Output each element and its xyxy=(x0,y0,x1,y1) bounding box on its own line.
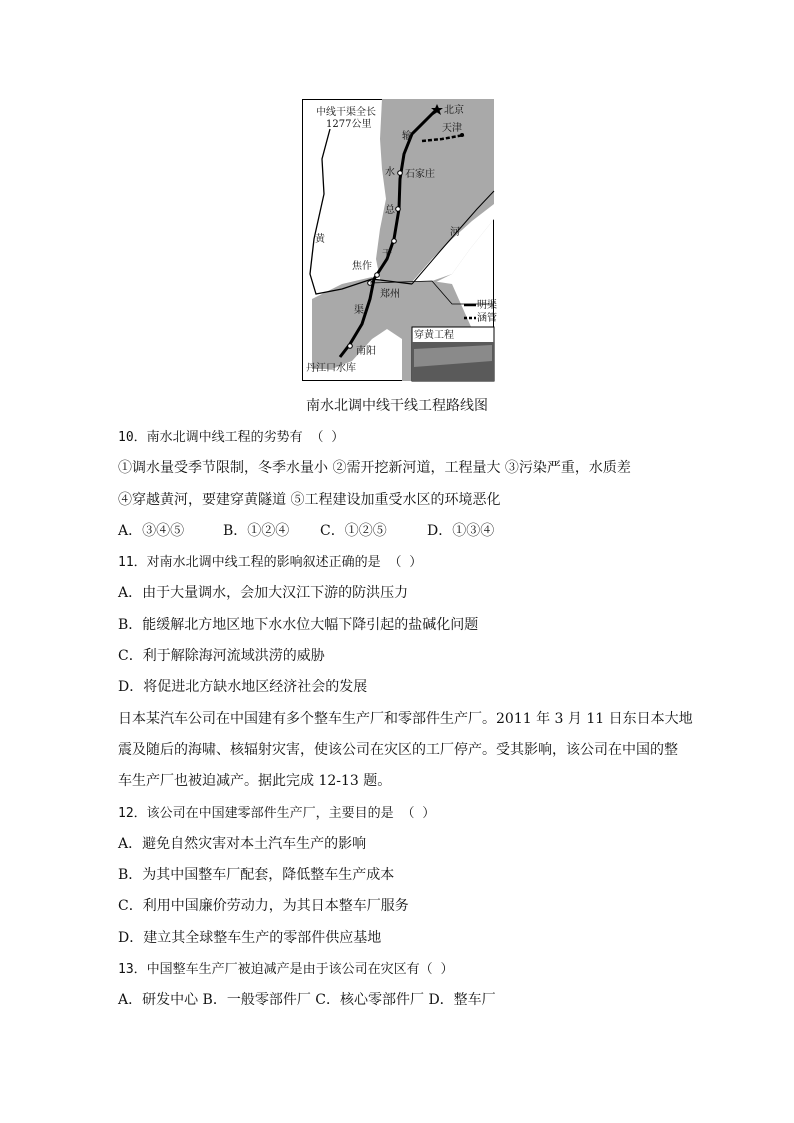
option-a[interactable]: A．由于大量调水，会加大汉江下游的防洪压力 xyxy=(118,585,409,602)
passage-line: 震及随后的海啸、核辐射灾害，使该公司在灾区的工厂停产。受其影响，该公司在中国的整 xyxy=(118,741,678,758)
option-a[interactable]: A．避免自然灾害对本土汽车生产的影响 xyxy=(118,835,367,852)
total-length-label: 中线干渠全长 xyxy=(316,107,376,118)
figure-caption: 南水北调中线干线工程路线图 xyxy=(306,398,488,414)
canal-label-char: 总 xyxy=(385,205,395,216)
city-label-zhengzhou: 郑州 xyxy=(380,289,400,300)
total-length-label: 1277公里 xyxy=(326,119,372,130)
route-map xyxy=(302,99,497,381)
option-a[interactable]: A．③④⑤ xyxy=(118,522,185,539)
option-d[interactable]: D．建立其全球整车生产的零部件供应基地 xyxy=(118,929,382,946)
city-label-danjiangkou: 丹江口水库 xyxy=(306,363,356,374)
option-b[interactable]: B．为其中国整车厂配套，降低整车生产成本 xyxy=(118,867,395,884)
option-b[interactable]: B．①②④ xyxy=(223,522,290,539)
question-content xyxy=(118,422,698,1017)
city-label-tianjin: 天津 xyxy=(442,123,462,134)
option-c[interactable]: C．①②⑤ xyxy=(320,522,387,539)
option-c[interactable]: C．利于解除海河流域洪涝的威胁 xyxy=(118,648,325,665)
canal-label-char: 输 xyxy=(402,131,412,142)
question-13-options[interactable]: A．研发中心 B．一般零部件厂 C．核心零部件厂 D．整车厂 xyxy=(118,992,496,1009)
question-10-options xyxy=(118,516,698,547)
passage-line: 车生产厂也被迫减产。据此完成 12-13 题。 xyxy=(118,773,392,790)
river-label-he: 河 xyxy=(450,227,460,238)
city-label-nanyang: 南阳 xyxy=(356,346,376,357)
canal-label-char: 渠 xyxy=(354,305,364,316)
question-13-stem: 13．中国整车生产厂被迫减产是由于该公司在灾区有（ ） xyxy=(118,962,454,978)
river-label-yellow: 黄 xyxy=(315,234,325,245)
city-label-jiaozuo: 焦作 xyxy=(352,261,372,272)
shijiazhuang-marker xyxy=(398,171,403,176)
question-10-items: ①调水量受季节限制，冬季水量小 ②需开挖新河道，工程量大 ③污染严重，水质差 xyxy=(118,460,631,477)
question-10-items: ④穿越黄河，要建穿黄隧道 ⑤工程建设加重受水区的环境恶化 xyxy=(118,491,501,508)
option-c[interactable]: C．利用中国廉价劳动力，为其日本整车厂服务 xyxy=(118,898,409,915)
canal-label-char: 水 xyxy=(385,167,395,178)
legend-open-channel-label: 明渠 xyxy=(477,300,497,311)
city-label-shijiazhuang: 石家庄 xyxy=(405,169,435,180)
option-b[interactable]: B．能缓解北方地区地下水水位大幅下降引起的盐碱化问题 xyxy=(118,616,479,633)
option-d[interactable]: D．①③④ xyxy=(427,522,495,539)
nanyang-marker xyxy=(348,344,353,349)
question-12-stem: 12．该公司在中国建零部件生产厂，主要目的是 （ ） xyxy=(118,805,436,821)
question-10-stem: 10．南水北调中线工程的劣势有 （ ） xyxy=(118,430,345,445)
option-d[interactable]: D．将促进北方缺水地区经济社会的发展 xyxy=(118,679,368,696)
jiaozuo-marker xyxy=(375,273,380,278)
canal-point-marker xyxy=(392,239,397,244)
city-label-beijing: 北京 xyxy=(444,105,464,116)
question-11-stem: 11．对南水北调中线工程的影响叙述正确的是 （ ） xyxy=(118,555,423,571)
inset-label: 穿黄工程 xyxy=(414,330,454,341)
legend-culvert-label: 涵管 xyxy=(477,313,497,324)
canal-label-char: 干 xyxy=(382,249,392,260)
passage-line: 日本某汽车公司在中国建有多个整车生产厂和零部件生产厂。2011 年 3 月 11 日东日本大地 xyxy=(118,710,693,727)
canal-point-marker xyxy=(396,207,401,212)
